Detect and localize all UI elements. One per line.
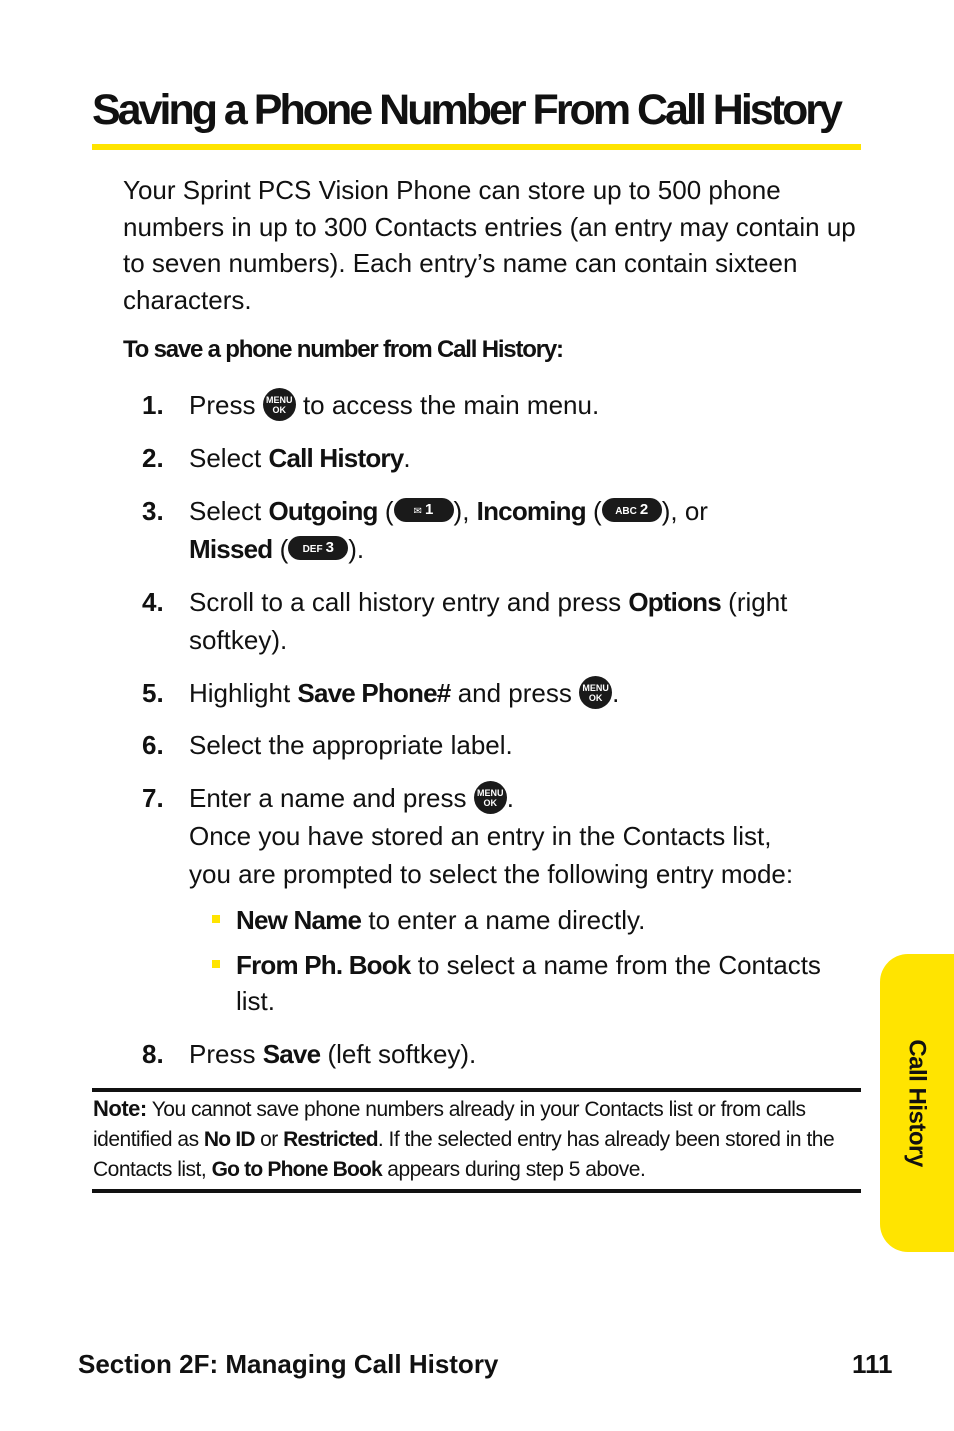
step-text-part: (right softkey).	[189, 587, 788, 655]
menu-ok-key-icon	[579, 676, 612, 709]
note-bottom-rule	[92, 1189, 861, 1193]
intro-paragraph: Your Sprint PCS Vision Phone can store up to 500 phone numbers in up to 300 Contacts entries (an entry may contain up to seven numbers). Each entry’s name can contain sixteen characters.	[123, 175, 856, 315]
key-label: ✉	[413, 506, 423, 518]
step-text-part: Select	[189, 496, 262, 526]
note-text: or	[260, 1128, 278, 1151]
step-text-part: ).	[348, 534, 365, 564]
menu-item-missed: Missed	[189, 534, 273, 564]
step-number: 5.	[142, 678, 164, 708]
option-from-ph-book: From Ph. Book	[236, 950, 411, 980]
chapter-side-tab-label-wrap	[880, 954, 954, 1252]
step-text-part: Enter a name and press	[189, 783, 467, 813]
note-bold-term: Go to Phone Book	[211, 1158, 382, 1181]
step-text-part: .	[506, 783, 514, 813]
softkey-save: Save	[262, 1039, 321, 1069]
chapter-side-tab-label: Call History	[904, 1039, 931, 1167]
note-bold-term: Restricted	[283, 1128, 378, 1151]
note-label: Note:	[93, 1096, 147, 1121]
list-item-text	[236, 947, 826, 1019]
menu-item-save-phone: Save Phone#	[297, 678, 451, 708]
note-text: You cannot save phone numbers already in your Contacts list or from calls identified as	[93, 1098, 806, 1151]
step-number: 8.	[142, 1039, 164, 1069]
step-text-part: Highlight	[189, 678, 291, 708]
key-label: OK	[272, 404, 286, 415]
list-item-text	[236, 902, 826, 938]
step-text-part: you are prompted to select the following entry mode:	[189, 859, 794, 889]
menu-ok-key-icon	[263, 388, 296, 421]
title-underline	[92, 144, 861, 150]
key-label: 2	[639, 501, 649, 519]
key-label: DEF	[302, 544, 323, 556]
step-text-part: (	[279, 534, 289, 564]
key-label: 3	[325, 539, 334, 557]
step-text-part: ), or	[661, 496, 708, 526]
step-text	[189, 386, 829, 424]
step-text-part: (left softkey).	[327, 1039, 477, 1069]
step-text-part: .	[612, 678, 620, 708]
step-number: 1.	[142, 390, 164, 420]
option-new-name: New Name	[236, 905, 362, 935]
key-1-icon	[394, 498, 454, 522]
step-text-part: Scroll to a call history entry and press	[189, 587, 622, 617]
key-label: ABC	[615, 506, 637, 518]
step-text-part: Once you have stored an entry in the Contacts list,	[189, 821, 772, 851]
key-label: 1	[425, 501, 434, 519]
step-number: 6.	[142, 730, 164, 760]
step-number: 3.	[142, 496, 164, 526]
key-label: OK	[483, 797, 497, 808]
key-label: MENU	[476, 787, 504, 798]
step-text-part: ),	[453, 496, 470, 526]
step-text	[189, 1035, 829, 1073]
step-text	[189, 779, 849, 893]
key-3-icon	[288, 536, 348, 560]
note-box	[93, 1094, 861, 1185]
menu-item-incoming: Incoming	[476, 496, 586, 526]
key-2-icon	[602, 498, 662, 522]
list-item-desc: to enter a name directly.	[368, 905, 646, 935]
menu-item-call-history: Call History	[268, 443, 404, 473]
step-text-part: Press	[189, 1039, 256, 1069]
step-text-part: Press	[189, 390, 256, 420]
key-label: MENU	[265, 394, 293, 405]
step-text	[189, 674, 829, 712]
note-text: . If the selected entry has already been stored in the Contacts list,	[93, 1128, 835, 1181]
page-title: Saving a Phone Number From Call History	[92, 86, 840, 134]
step-text	[189, 583, 809, 659]
footer-page-number: 111	[852, 1349, 893, 1379]
bullet-square-icon	[212, 915, 220, 923]
note-top-rule	[92, 1088, 861, 1092]
step-text	[189, 492, 829, 568]
step-number: 4.	[142, 587, 164, 617]
menu-item-outgoing: Outgoing	[268, 496, 378, 526]
list-item-desc: to select a name from the Contacts list.	[236, 950, 821, 1016]
note-bold-term: No ID	[203, 1128, 255, 1151]
step-text	[189, 439, 829, 477]
step-text: Select the appropriate label.	[189, 730, 513, 760]
step-text-part: and press	[457, 678, 572, 708]
note-text: appears during step 5 above.	[387, 1158, 646, 1181]
step-number: 7.	[142, 783, 164, 813]
key-label: MENU	[582, 682, 609, 693]
step-text-part: (	[593, 496, 602, 526]
step-text-part: .	[403, 443, 411, 473]
key-label: OK	[588, 692, 603, 703]
menu-ok-key-icon	[474, 781, 507, 814]
bullet-square-icon	[212, 960, 220, 968]
step-text-part: to access the main menu.	[302, 390, 600, 420]
procedure-heading: To save a phone number from Call History:	[123, 336, 563, 363]
step-text-part: Select	[189, 443, 262, 473]
footer-section-title: Section 2F: Managing Call History	[78, 1349, 499, 1379]
step-text-part: (	[384, 496, 394, 526]
softkey-options: Options	[628, 587, 721, 617]
step-number: 2.	[142, 443, 164, 473]
